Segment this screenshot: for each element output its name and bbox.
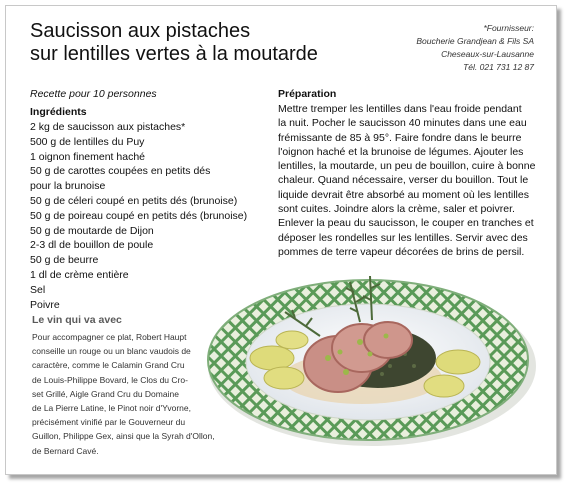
- wine-line: précisément vinifié par le Gouverneur du: [32, 417, 186, 428]
- wine-line: de La Pierre Latine, le Pinot noir d'Yvorne,: [32, 403, 191, 414]
- wine-line: Guillon, Philippe Gex, ainsi que la Syrah d'Ollon,: [32, 431, 215, 442]
- recipe-title: [30, 20, 330, 66]
- servings-note: Recette pour 10 personnes: [30, 88, 157, 100]
- wine-line: de Louis-Philippe Bovard, le Clos du Cro-: [32, 374, 188, 385]
- preparation-line: l'oignon haché et la brunoise de légumes. Ajouter les: [278, 145, 524, 158]
- preparation-line: Enlever la peau du saucisson, le couper en tranches et: [278, 217, 534, 230]
- supplier-info: [354, 22, 534, 74]
- preparation-line: chaleur. Quand nécessaire, verser du bouillon. Tout le: [278, 174, 529, 187]
- wine-line: caractère, comme le Calamin Grand Cru: [32, 360, 185, 371]
- preparation-line: frémissante de 85 à 95°. Faire fondre dans le beurre: [278, 131, 522, 144]
- ingredient-item: Poivre: [30, 298, 60, 311]
- potato: [276, 331, 308, 349]
- ingredient-item: 500 g de lentilles du Puy: [30, 135, 145, 148]
- wine-line: conseille un rouge ou un blanc vaudois de: [32, 346, 191, 357]
- ingredients-heading: Ingrédients: [30, 106, 87, 118]
- ingredient-item: Sel: [30, 283, 46, 296]
- preparation-line: la nuit. Pocher le saucisson 40 minutes dans une eau: [278, 117, 527, 130]
- ingredient-item: 50 g de moutarde de Dijon: [30, 224, 154, 237]
- wine-line: Pour accompagner ce plat, Robert Haupt: [32, 332, 187, 342]
- wine-heading: Le vin qui va avec: [32, 314, 122, 326]
- wine-line: set Grillé, Aigle Grand Cru du Domaine: [32, 388, 179, 399]
- potato: [436, 350, 480, 374]
- ingredient-item: 2-3 dl de bouillon de poule: [30, 239, 154, 252]
- ingredient-item: 50 g de beurre: [30, 254, 99, 267]
- preparation-line: liquide devrait être absorbé au moment où les lentilles: [278, 188, 529, 201]
- ingredient-item: 50 g de carottes coupées en petits dés: [30, 165, 211, 178]
- preparation-heading: Préparation: [278, 88, 337, 100]
- ingredient-item: 50 g de poireau coupé en petits dés (brunoise): [30, 209, 248, 222]
- supplier-phone: Tél. 021 731 12 87: [463, 62, 534, 72]
- title-line-1: Saucisson aux pistaches: [30, 20, 251, 42]
- preparation-paragraph: [278, 102, 540, 259]
- supplier-city: Cheseaux-sur-Lausanne: [441, 49, 534, 59]
- ingredient-item: 2 kg de saucisson aux pistaches*: [30, 121, 186, 133]
- supplier-label: *Fournisseur:: [483, 23, 534, 33]
- potato: [250, 346, 294, 370]
- wine-line: de Bernard Cavé.: [32, 445, 99, 456]
- preparation-line: sont cuites. Joindre alors la crème, saler et poivrer.: [278, 203, 515, 216]
- ingredient-item: 1 dl de crème entière: [30, 268, 129, 281]
- wine-paragraph: [32, 330, 220, 458]
- ingredient-item: 50 g de céleri coupé en petits dés (brunoise): [30, 194, 238, 207]
- preparation-line: pommes de terre vapeur décorées de brins de persil.: [278, 245, 525, 258]
- potato: [264, 367, 304, 389]
- ingredient-item: pour la brunoise: [30, 180, 106, 193]
- potato: [424, 375, 464, 397]
- supplier-name: Boucherie Grandjean & Fils SA: [416, 36, 534, 46]
- preparation-line: déposer les rondelles sur les lentilles. Servir avec des: [278, 231, 528, 244]
- dish-photo: [200, 262, 540, 452]
- title-line-2: sur lentilles vertes à la moutarde: [30, 43, 318, 65]
- preparation-line: Mettre tremper les lentilles dans l'eau froide pendant: [278, 103, 522, 115]
- preparation-line: lentilles, la moutarde, un peu de bouillon, cuire à bonne: [278, 160, 536, 173]
- ingredient-item: 1 oignon finement haché: [30, 150, 146, 163]
